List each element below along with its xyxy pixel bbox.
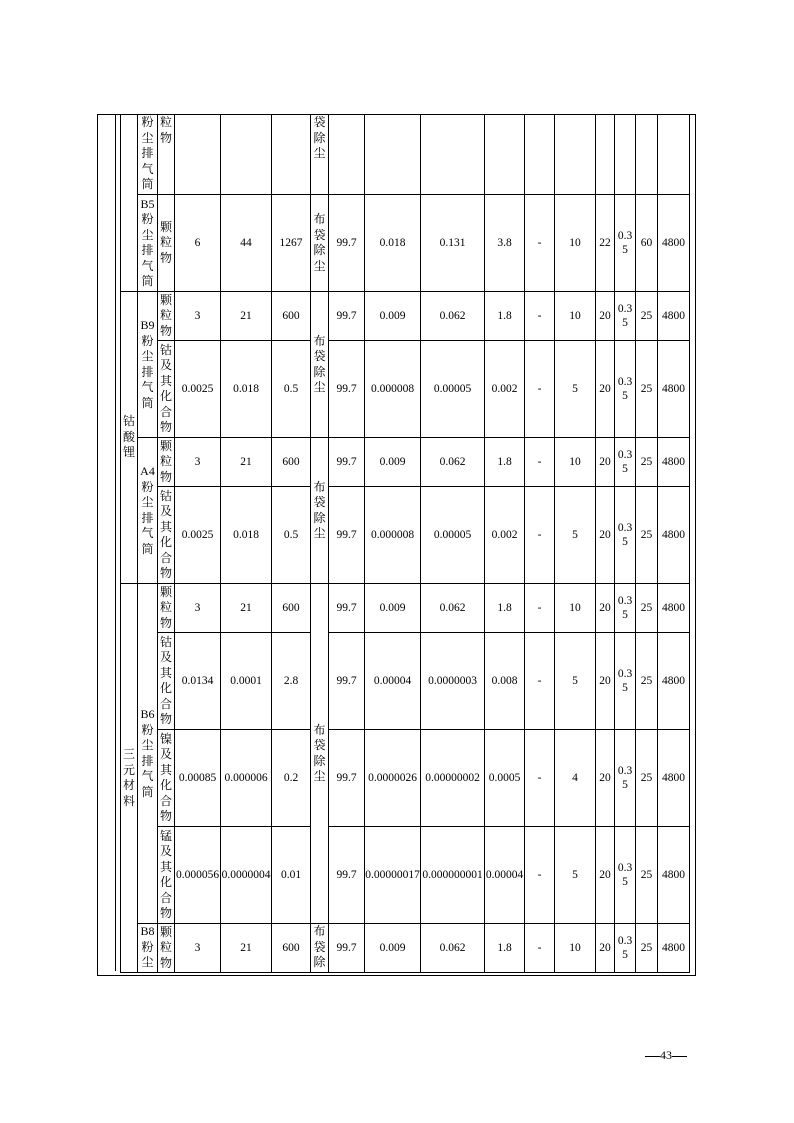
value-cell: 4800 [658, 292, 690, 341]
value-cell: - [525, 195, 555, 292]
value-cell: 99.7 [329, 341, 365, 438]
value-cell: - [525, 827, 555, 924]
value-cell: 0.35 [615, 438, 636, 487]
value-cell: 99.7 [329, 487, 365, 584]
value-cell: 0.35 [615, 341, 636, 438]
value-cell: 0.009 [365, 924, 421, 973]
value-cell: 0.0025 [175, 487, 221, 584]
measure-cell: 布袋除尘 [311, 195, 329, 292]
value-cell: 20 [596, 633, 615, 730]
value-cell: 0.35 [615, 730, 636, 827]
pollutant-cell: 镍及其化合物 [158, 730, 175, 827]
pollutant-cell: 颗粒物 [158, 438, 175, 487]
value-cell: 0.2 [272, 730, 311, 827]
empty-cell [555, 115, 596, 195]
value-cell: 4800 [658, 341, 690, 438]
value-cell: 20 [596, 924, 615, 973]
value-cell: 99.7 [329, 730, 365, 827]
value-cell: 0.009 [365, 584, 421, 633]
page-number-left-rule [645, 1056, 660, 1057]
value-cell: 0.35 [615, 292, 636, 341]
source-cell: 粉尘排气筒 [138, 115, 158, 195]
value-cell: 3 [175, 292, 221, 341]
value-cell: 99.7 [329, 195, 365, 292]
frame-inner-line [115, 114, 116, 971]
empty-cell [365, 115, 421, 195]
empty-cell [221, 115, 272, 195]
value-cell: 0.5 [272, 341, 311, 438]
value-cell: 1.8 [485, 438, 525, 487]
value-cell: 44 [221, 195, 272, 292]
measure-cell: 袋除尘 [311, 115, 329, 195]
table-row [121, 292, 690, 341]
pollutant-cell: 钴及其化合物 [158, 341, 175, 438]
value-cell: 0.000006 [221, 730, 272, 827]
value-cell: 1267 [272, 195, 311, 292]
value-cell: 0.009 [365, 438, 421, 487]
value-cell: 3.8 [485, 195, 525, 292]
value-cell: 0.002 [485, 487, 525, 584]
value-cell: 0.00004 [365, 633, 421, 730]
value-cell: 4800 [658, 438, 690, 487]
value-cell: 0.009 [365, 292, 421, 341]
value-cell: 0.00000017 [365, 827, 421, 924]
empty-cell [525, 115, 555, 195]
value-cell: 3 [175, 438, 221, 487]
value-cell: 600 [272, 584, 311, 633]
value-cell: 22 [596, 195, 615, 292]
value-cell: 0.000056 [175, 827, 221, 924]
page-number-text: 43 [660, 1048, 672, 1062]
product-cell [121, 115, 138, 292]
value-cell: 20 [596, 584, 615, 633]
measure-cell: 布袋除 [311, 924, 329, 973]
empty-cell [485, 115, 525, 195]
value-cell: 0.000008 [365, 341, 421, 438]
value-cell: 25 [636, 827, 658, 924]
value-cell: 60 [636, 195, 658, 292]
value-cell: 20 [596, 341, 615, 438]
table-row [121, 487, 690, 584]
value-cell: 5 [555, 341, 596, 438]
measure-cell: 布袋除尘 [311, 292, 329, 438]
value-cell: 10 [555, 292, 596, 341]
source-cell: B6粉尘排气筒 [138, 584, 158, 924]
value-cell: 25 [636, 924, 658, 973]
value-cell: 4800 [658, 584, 690, 633]
value-cell: 0.062 [421, 292, 485, 341]
product-cell: 三元材料 [121, 584, 138, 973]
emission-table [120, 114, 690, 973]
table-row [121, 584, 690, 633]
value-cell: 0.00085 [175, 730, 221, 827]
value-cell: 4800 [658, 487, 690, 584]
value-cell: 6 [175, 195, 221, 292]
value-cell: 4800 [658, 195, 690, 292]
value-cell: 5 [555, 827, 596, 924]
value-cell: 99.7 [329, 827, 365, 924]
measure-cell: 布袋除尘 [311, 438, 329, 584]
empty-cell [421, 115, 485, 195]
source-cell: A4粉尘排气筒 [138, 438, 158, 584]
value-cell: 0.0005 [485, 730, 525, 827]
value-cell: 0.00000002 [421, 730, 485, 827]
value-cell: 4800 [658, 730, 690, 827]
value-cell: 0.35 [615, 633, 636, 730]
table-row [121, 115, 690, 195]
value-cell: 0.018 [221, 341, 272, 438]
value-cell: 25 [636, 633, 658, 730]
empty-cell [596, 115, 615, 195]
value-cell: 0.0000004 [221, 827, 272, 924]
value-cell: 4800 [658, 827, 690, 924]
value-cell: 600 [272, 292, 311, 341]
value-cell: - [525, 633, 555, 730]
page-number-right-rule [672, 1056, 687, 1057]
table-row [121, 730, 690, 827]
value-cell: 21 [221, 584, 272, 633]
value-cell: 0.131 [421, 195, 485, 292]
value-cell: 1.8 [485, 292, 525, 341]
empty-cell [615, 115, 636, 195]
empty-cell [658, 115, 690, 195]
value-cell: 0.0001 [221, 633, 272, 730]
value-cell: 0.018 [221, 487, 272, 584]
value-cell: 21 [221, 292, 272, 341]
value-cell: 0.35 [615, 584, 636, 633]
value-cell: 99.7 [329, 584, 365, 633]
pollutant-cell: 锰及其化合物 [158, 827, 175, 924]
pollutant-cell: 颗粒物 [158, 292, 175, 341]
value-cell: 0.35 [615, 924, 636, 973]
pollutant-cell: 粒物 [158, 115, 175, 195]
pollutant-cell: 颗粒物 [158, 584, 175, 633]
value-cell: 21 [221, 924, 272, 973]
pollutant-cell: 钴及其化合物 [158, 633, 175, 730]
source-cell: B9粉尘排气筒 [138, 292, 158, 438]
value-cell: 0.35 [615, 195, 636, 292]
value-cell: 20 [596, 730, 615, 827]
value-cell: 25 [636, 584, 658, 633]
table-row [121, 633, 690, 730]
value-cell: 600 [272, 924, 311, 973]
value-cell: 99.7 [329, 924, 365, 973]
value-cell: 1.8 [485, 924, 525, 973]
value-cell: 0.000008 [365, 487, 421, 584]
value-cell: 4800 [658, 924, 690, 973]
empty-cell [636, 115, 658, 195]
source-cell: B5粉尘排气筒 [138, 195, 158, 292]
value-cell: 20 [596, 487, 615, 584]
value-cell: 0.0000003 [421, 633, 485, 730]
table-row [121, 827, 690, 924]
product-cell: 钴酸锂 [121, 292, 138, 584]
empty-cell [175, 115, 221, 195]
value-cell: 10 [555, 924, 596, 973]
value-cell: 0.008 [485, 633, 525, 730]
page-number [640, 1046, 692, 1064]
value-cell: 10 [555, 584, 596, 633]
value-cell: - [525, 487, 555, 584]
pollutant-cell: 颗粒物 [158, 195, 175, 292]
value-cell: 25 [636, 292, 658, 341]
value-cell: 3 [175, 924, 221, 973]
value-cell: 99.7 [329, 292, 365, 341]
value-cell: 99.7 [329, 438, 365, 487]
value-cell: 0.00004 [485, 827, 525, 924]
value-cell: 10 [555, 195, 596, 292]
value-cell: 25 [636, 730, 658, 827]
value-cell: - [525, 292, 555, 341]
value-cell: 20 [596, 827, 615, 924]
table-row [121, 924, 690, 973]
value-cell: 1.8 [485, 584, 525, 633]
value-cell: - [525, 438, 555, 487]
value-cell: - [525, 924, 555, 973]
value-cell: - [525, 584, 555, 633]
value-cell: 25 [636, 438, 658, 487]
pollutant-cell: 颗粒物 [158, 924, 175, 973]
value-cell: 4 [555, 730, 596, 827]
value-cell: 10 [555, 438, 596, 487]
value-cell: - [525, 730, 555, 827]
value-cell: 25 [636, 487, 658, 584]
value-cell: 0.0000026 [365, 730, 421, 827]
value-cell: 0.0025 [175, 341, 221, 438]
table-row [121, 341, 690, 438]
value-cell: 5 [555, 487, 596, 584]
measure-cell: 布袋除尘 [311, 584, 329, 924]
empty-cell [329, 115, 365, 195]
value-cell: 0.00005 [421, 487, 485, 584]
table-row [121, 195, 690, 292]
value-cell: 0.0134 [175, 633, 221, 730]
value-cell: 0.00005 [421, 341, 485, 438]
source-cell: B8粉尘 [138, 924, 158, 973]
value-cell: 2.8 [272, 633, 311, 730]
value-cell: 0.000000001 [421, 827, 485, 924]
value-cell: 25 [636, 341, 658, 438]
value-cell: 3 [175, 584, 221, 633]
value-cell: 0.062 [421, 584, 485, 633]
value-cell: 21 [221, 438, 272, 487]
empty-cell [272, 115, 311, 195]
value-cell: 99.7 [329, 633, 365, 730]
pollutant-cell: 钴及其化合物 [158, 487, 175, 584]
value-cell: 20 [596, 438, 615, 487]
value-cell: 0.062 [421, 924, 485, 973]
value-cell: 20 [596, 292, 615, 341]
value-cell: 0.35 [615, 827, 636, 924]
value-cell: 0.062 [421, 438, 485, 487]
value-cell: 4800 [658, 633, 690, 730]
value-cell: 5 [555, 633, 596, 730]
value-cell: - [525, 341, 555, 438]
value-cell: 600 [272, 438, 311, 487]
table-row [121, 438, 690, 487]
value-cell: 0.002 [485, 341, 525, 438]
value-cell: 0.5 [272, 487, 311, 584]
value-cell: 0.01 [272, 827, 311, 924]
value-cell: 0.018 [365, 195, 421, 292]
value-cell: 0.35 [615, 487, 636, 584]
